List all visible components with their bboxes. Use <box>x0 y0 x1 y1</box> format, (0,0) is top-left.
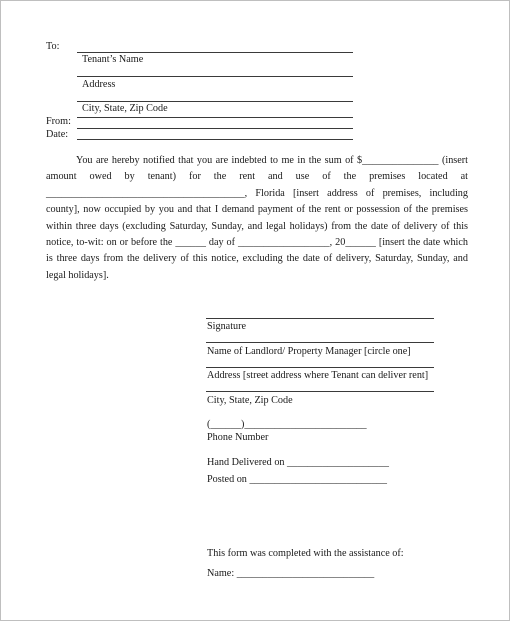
phone-number-label: Phone Number <box>207 432 269 443</box>
signature-label: Signature <box>207 321 247 332</box>
landlord-address-label: Address [street address where Tenant can deliver rent] <box>207 370 429 381</box>
to-line <box>77 52 353 53</box>
posted-on-label: Posted on ___________________________ <box>207 474 387 485</box>
phone-blank: (______)________________________ <box>207 419 367 430</box>
assistance-text: This form was completed with the assistance of: <box>207 548 404 559</box>
tenant-name-label: Tenant’s Name <box>82 54 144 65</box>
from-label: From: <box>46 116 71 127</box>
landlord-city-state-zip-label: City, State, Zip Code <box>207 395 293 406</box>
landlord-address-line <box>206 367 434 368</box>
notice-text: You are hereby notified that you are indebted to me in the sum of $_______________ (insert amount owed by tenant) for the rent and use of the premises located at _______________________________________, Florida [insert address of premises, including county], now occupied by you and that I demand payment of the rent or possession of the premises within three days (excluding Saturday, Sunday, and legal holidays) from the date of delivery of this notice, to-wit: on or before the ______ day of __________________, 20______ [insert the date which is three days from the delivery of this notice, excluding the date of delivery, Saturday, Sunday, and legal holidays]. <box>46 155 468 281</box>
city-state-zip-label: City, State, Zip Code <box>82 103 168 114</box>
landlord-line <box>206 342 434 343</box>
hand-delivered-label: Hand Delivered on ____________________ <box>207 457 389 468</box>
tenant-name-line <box>77 76 353 77</box>
notice-paragraph <box>46 153 468 284</box>
address-label: Address <box>82 79 116 90</box>
date-label: Date: <box>46 129 69 140</box>
landlord-name-label: Name of Landlord/ Property Manager [circle one] <box>207 346 411 357</box>
to-label: To: <box>46 41 60 52</box>
address-line <box>77 101 353 102</box>
assistance-name-label: Name: ___________________________ <box>207 568 375 579</box>
signature-line <box>206 318 434 319</box>
landlord-city-line <box>206 391 434 392</box>
date-line <box>77 139 353 140</box>
from-line <box>77 128 353 129</box>
city-state-zip-line <box>77 117 353 118</box>
